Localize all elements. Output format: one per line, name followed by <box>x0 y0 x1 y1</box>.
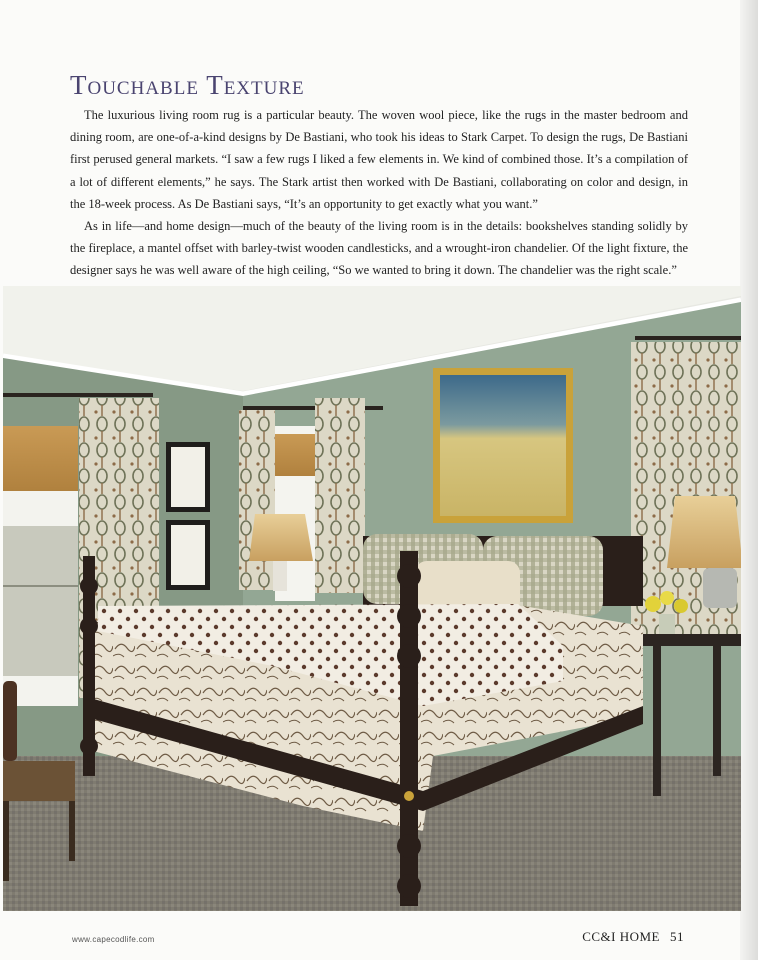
page-number: 51 <box>670 929 684 944</box>
bedroom-photo <box>3 286 741 911</box>
magazine-name: CC&I HOME <box>582 929 660 944</box>
article-paragraph-1: The luxurious living room rug is a particular beauty. The woven wool piece, like the rugs in the master bedroom and dining room, are one-of-a-kind designs by De Bastiani, who took his ideas to Stark Carpet. To design the rugs, De Bastiani first perused general markets. “I saw a few rugs I liked a few elements in. We kind of combined those. It’s a compilation of a lot of different elements,” he says. The Stark artist then worked with De Bastiani, collaborating on color and design, in the 18-week process. As De Bastiani says, “It’s an opportunity to get exactly what you want.” <box>70 108 688 211</box>
article-paragraph-2: As in life—and home design—much of the beauty of the living room is in the details: bookshelves standing solidly by the fireplace, a mantel offset with barley-twist wooden candlesticks, and a wrought-iron chandelier. Of the light fixture, the designer says he was well aware of the high ceiling, “So we wanted to bring it down. The chandelier was the right scale.” <box>70 219 688 278</box>
article-body <box>70 104 688 282</box>
article-heading: Touchable Texture <box>70 70 305 100</box>
footer-website: www.capecodlife.com <box>72 935 155 944</box>
page-edge-shadow <box>740 0 758 960</box>
footer-folio <box>572 929 684 945</box>
